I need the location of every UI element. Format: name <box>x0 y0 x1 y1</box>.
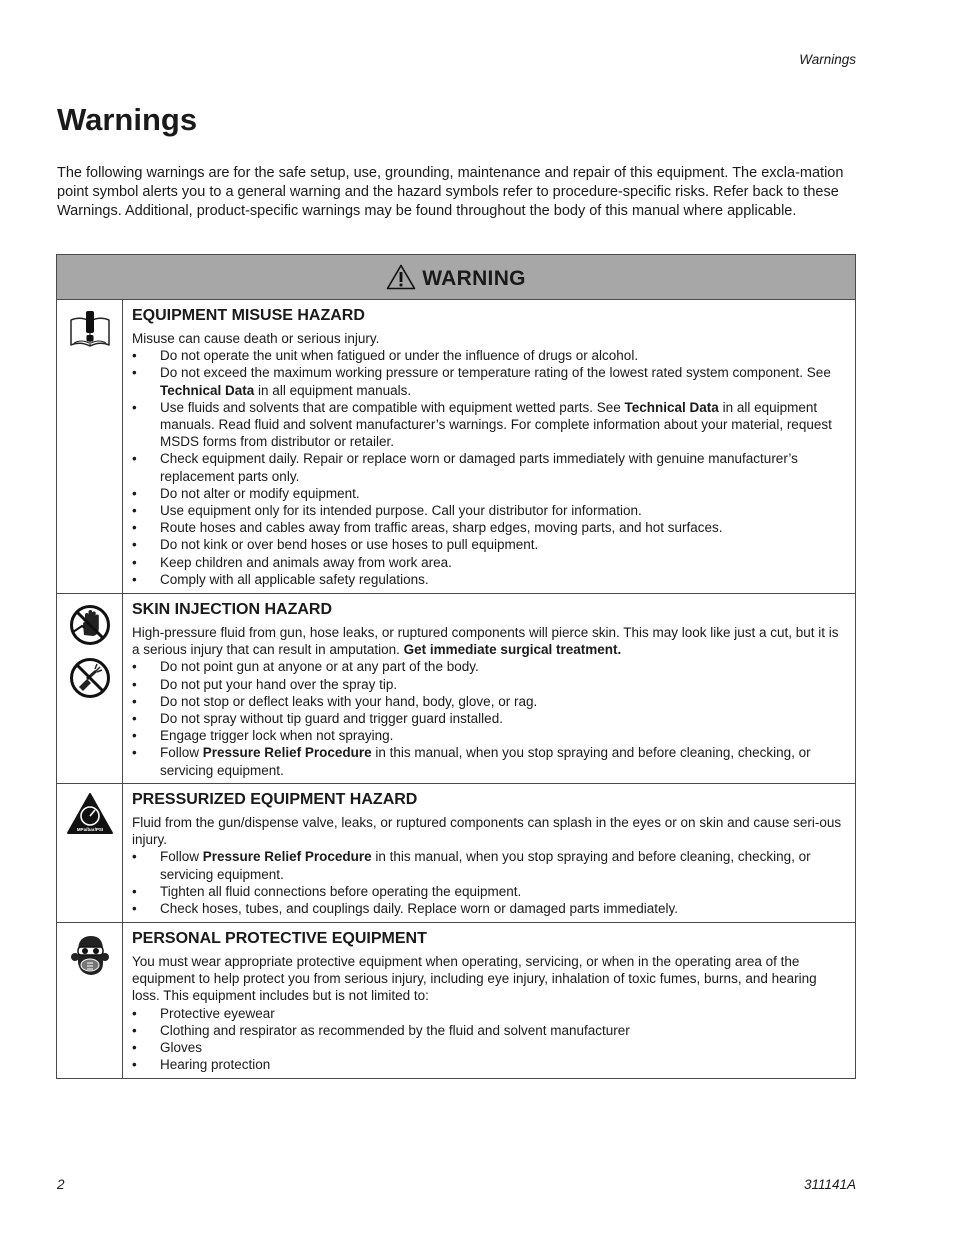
bullet-item: • Hearing protection <box>132 1056 845 1073</box>
running-header: Warnings <box>799 52 856 67</box>
hazard-description: You must wear appropriate protective equipment when operating, servicing, or when in the operating area of the equipment to help protect you from serious injury, including eye injury, inhalation of toxic fumes, burns, and hearing loss. This equipment includes but is not limited to: <box>132 954 817 1004</box>
bullet-item: • Clothing and respirator as recommended by the fluid and solvent manufacturer <box>132 1022 845 1039</box>
bullet-item: • Protective eyewear <box>132 1005 845 1022</box>
page-number: 2 <box>57 1177 65 1192</box>
hazard-bullet-list <box>132 658 845 778</box>
bullet-item: • Do not stop or deflect leaks with your hand, body, glove, or rag. <box>132 693 845 710</box>
bullet-item: • Do not exceed the maximum working pressure or temperature rating of the lowest rated system component. See Technical Data in all equipment manuals. <box>132 364 845 398</box>
warning-heading: WARNING <box>422 267 526 290</box>
no-spray-icon <box>69 657 111 704</box>
bullet-item: • Do not spray without tip guard and trigger guard installed. <box>132 710 845 727</box>
protective-gear-icon <box>70 933 110 982</box>
bullet-item: • Tighten all fluid connections before operating the equipment. <box>132 883 845 900</box>
hazard-description: Fluid from the gun/dispense valve, leaks, or ruptured components can splash in the eyes or on skin and cause seri-ous injury. <box>132 815 842 848</box>
hazard-section-skin-injection <box>57 594 855 784</box>
manual-exclamation-icon <box>68 310 112 355</box>
hazard-title: SKIN INJECTION HAZARD <box>132 601 333 618</box>
bullet-item: • Do not point gun at anyone or at any part of the body. <box>132 658 845 675</box>
bullet-item: • Do not operate the unit when fatigued or under the influence of drugs or alcohol. <box>132 347 845 364</box>
hazard-description: High-pressure fluid from gun, hose leaks, or ruptured components will pierce skin. This may look like just a cut, but it is a serious injury that can result in amputation. Get immediate surgical treatment. <box>132 625 839 658</box>
bullet-item: • Follow Pressure Relief Procedure in this manual, when you stop spraying and before cleaning, checking, or servicing equipment. <box>132 744 845 778</box>
bullet-item: • Keep children and animals away from work area. <box>132 554 845 571</box>
bullet-item: • Do not put your hand over the spray tip. <box>132 676 845 693</box>
bullet-item: • Do not alter or modify equipment. <box>132 485 845 502</box>
bullet-item: • Follow Pressure Relief Procedure in this manual, when you stop spraying and before cleaning, checking, or servicing equipment. <box>132 848 845 882</box>
page-title: Warnings <box>57 102 198 137</box>
bullet-item: • Check equipment daily. Repair or replace worn or damaged parts immediately with genuine manufacturer’s replacement parts only. <box>132 450 845 484</box>
bullet-item: • Comply with all applicable safety regulations. <box>132 571 845 588</box>
hazard-bullet-list <box>132 1005 845 1074</box>
hazard-section-equipment-misuse <box>57 300 855 594</box>
intro-paragraph: The following warnings are for the safe setup, use, grounding, maintenance and repair of this equipment. The excla-mation point symbol alerts you to a general warning and the hazard symbols refer to procedure-specific risks. Refer back to these Warnings. Additional, product-specific warnings may be found throughout the body of this manual where applicable. <box>57 165 844 219</box>
warning-triangle-icon <box>386 264 416 295</box>
hazard-bullet-list <box>132 848 845 917</box>
pressure-gauge-icon <box>66 792 114 841</box>
hazard-section-personal-protective-equipment <box>57 923 855 1078</box>
svg-text:MPa/bar/PSI: MPa/bar/PSI <box>76 827 103 832</box>
hazard-section-pressurized-equipment <box>57 784 855 923</box>
hazard-description: Misuse can cause death or serious injury. <box>132 331 380 346</box>
hazard-icon-cell <box>57 594 123 783</box>
hazard-icon-cell <box>57 300 123 593</box>
bullet-item: • Use equipment only for its intended purpose. Call your distributor for information. <box>132 502 845 519</box>
hazard-bullet-list <box>132 347 845 588</box>
hazard-title: PRESSURIZED EQUIPMENT HAZARD <box>132 791 418 808</box>
hazard-icon-cell <box>57 784 123 922</box>
bullet-item: • Gloves <box>132 1039 845 1056</box>
bullet-item: • Engage trigger lock when not spraying. <box>132 727 845 744</box>
hazard-icon-cell <box>57 923 123 1078</box>
hazard-title: EQUIPMENT MISUSE HAZARD <box>132 307 365 324</box>
bullet-item: • Do not kink or over bend hoses or use hoses to pull equipment. <box>132 536 845 553</box>
bullet-item: • Check hoses, tubes, and couplings daily. Replace worn or damaged parts immediately. <box>132 900 845 917</box>
warning-header <box>57 255 855 300</box>
bullet-item: • Use fluids and solvents that are compatible with equipment wetted parts. See Technical Data in all equipment manuals. Read fluid and solvent manufacturer’s warnings. For complete information about your material, request MSDS forms from distributor or retailer. <box>132 399 845 451</box>
warning-table <box>56 254 856 1079</box>
document-number: 311141A <box>803 1177 856 1192</box>
hazard-title: PERSONAL PROTECTIVE EQUIPMENT <box>132 930 427 947</box>
bullet-item: • Route hoses and cables away from traffic areas, sharp edges, moving parts, and hot surfaces. <box>132 519 845 536</box>
no-hand-icon <box>69 604 111 651</box>
